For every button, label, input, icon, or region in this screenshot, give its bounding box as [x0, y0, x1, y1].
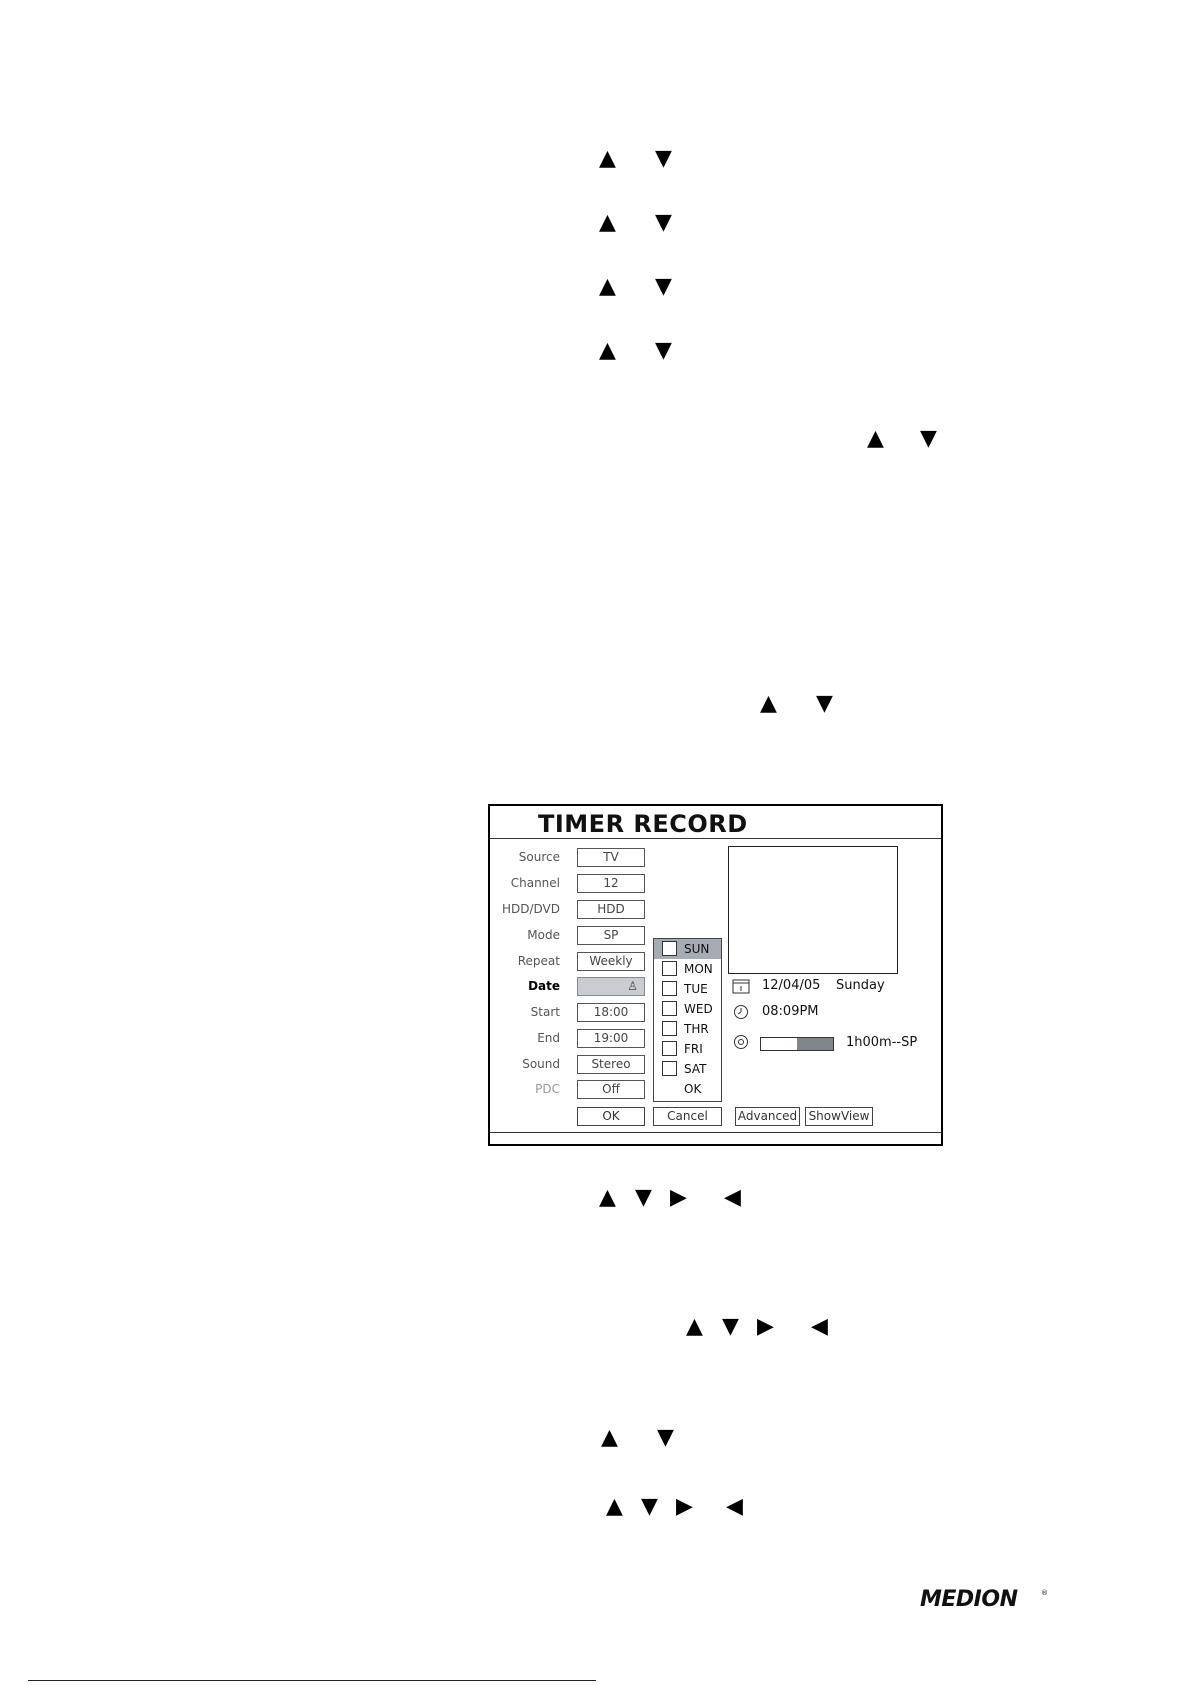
arrow-down-icon: ▼ — [657, 1425, 674, 1450]
page-title: TIMER RECORD — [538, 810, 748, 838]
day-ok-option[interactable] — [654, 1079, 721, 1099]
day-checkbox[interactable] — [662, 961, 677, 976]
arrow-down-icon: ▼ — [722, 1314, 739, 1339]
timer-record-screen — [488, 804, 943, 1146]
weekday-value: Sunday — [836, 978, 885, 993]
weekday-dropdown — [653, 938, 722, 1102]
hand-cursor-icon: ♙ — [627, 979, 638, 993]
ok-button[interactable]: OK — [577, 1107, 645, 1126]
day-checkbox[interactable] — [662, 941, 677, 956]
day-label: THR — [684, 1022, 709, 1036]
arrow-up-icon: ▲ — [599, 146, 616, 171]
day-label: SAT — [684, 1062, 707, 1076]
arrow-up-icon: ▲ — [606, 1494, 623, 1519]
field-label-pdc: PDC — [535, 1082, 560, 1096]
day-label: WED — [684, 1002, 713, 1016]
capacity-bar-fill — [797, 1038, 833, 1050]
day-option-fri[interactable] — [654, 1039, 721, 1059]
day-option-sun[interactable] — [654, 939, 721, 959]
day-label: TUE — [684, 982, 708, 996]
showview-button[interactable]: ShowView — [805, 1107, 873, 1126]
footer-divider — [28, 1680, 596, 1681]
capacity-value: 1h00m--SP — [846, 1035, 918, 1050]
arrow-right-icon: ▶ — [670, 1185, 687, 1210]
arrow-down-icon: ▼ — [920, 426, 937, 451]
advanced-button[interactable]: Advanced — [735, 1107, 800, 1126]
day-label: SUN — [684, 942, 710, 956]
day-ok-label: OK — [684, 1082, 702, 1096]
registered-mark: ® — [1041, 1589, 1048, 1597]
source-field[interactable]: TV — [577, 848, 645, 867]
date-field[interactable] — [577, 977, 645, 996]
arrow-up-icon: ▲ — [601, 1425, 618, 1450]
video-preview — [728, 846, 898, 974]
pdc-field[interactable]: Off — [577, 1080, 645, 1099]
calendar-icon — [732, 978, 750, 994]
field-label-end: End — [537, 1031, 560, 1045]
arrow-up-icon: ▲ — [599, 338, 616, 363]
field-label-repeat: Repeat — [517, 954, 560, 968]
mode-field[interactable]: SP — [577, 926, 645, 945]
day-option-thr[interactable] — [654, 1019, 721, 1039]
medion-logo: MEDION — [920, 1587, 1018, 1612]
day-label: FRI — [684, 1042, 703, 1056]
repeat-field[interactable]: Weekly — [577, 952, 645, 971]
arrow-down-icon: ▼ — [655, 210, 672, 235]
day-checkbox[interactable] — [662, 981, 677, 996]
arrow-down-icon: ▼ — [635, 1185, 652, 1210]
day-checkbox[interactable] — [662, 1061, 677, 1076]
bottom-divider — [490, 1132, 941, 1133]
arrow-up-icon: ▲ — [599, 1185, 616, 1210]
arrow-left-icon: ◀ — [811, 1314, 828, 1339]
arrow-left-icon: ◀ — [724, 1185, 741, 1210]
channel-field[interactable]: 12 — [577, 874, 645, 893]
start-time-field[interactable]: 18:00 — [577, 1003, 645, 1022]
disc-icon — [732, 1034, 750, 1050]
day-option-tue[interactable] — [654, 979, 721, 999]
capacity-bar — [760, 1037, 834, 1051]
day-label: MON — [684, 962, 713, 976]
arrow-right-icon: ▶ — [757, 1314, 774, 1339]
arrow-up-icon: ▲ — [599, 274, 616, 299]
arrow-up-icon: ▲ — [867, 426, 884, 451]
day-option-sat[interactable] — [654, 1059, 721, 1079]
field-label-mode: Mode — [527, 928, 560, 942]
date-info-row — [732, 978, 892, 996]
arrow-up-icon: ▲ — [686, 1314, 703, 1339]
field-label-date: Date — [528, 979, 560, 993]
field-label-source: Source — [518, 850, 560, 864]
arrow-left-icon: ◀ — [726, 1494, 743, 1519]
day-option-wed[interactable] — [654, 999, 721, 1019]
arrow-down-icon: ▼ — [641, 1494, 658, 1519]
end-time-field[interactable]: 19:00 — [577, 1029, 645, 1048]
field-label-channel: Channel — [510, 876, 560, 890]
arrow-down-icon: ▼ — [816, 691, 833, 716]
field-label-start: Start — [530, 1005, 560, 1019]
date-value: 12/04/05 — [762, 978, 821, 993]
day-checkbox[interactable] — [662, 1001, 677, 1016]
sound-field[interactable]: Stereo — [577, 1055, 645, 1074]
arrow-down-icon: ▼ — [655, 338, 672, 363]
arrow-up-icon: ▲ — [599, 210, 616, 235]
time-value: 08:09PM — [762, 1004, 819, 1019]
cancel-button[interactable]: Cancel — [653, 1107, 722, 1126]
arrow-down-icon: ▼ — [655, 146, 672, 171]
title-divider — [490, 838, 941, 839]
arrow-up-icon: ▲ — [760, 691, 777, 716]
day-option-mon[interactable] — [654, 959, 721, 979]
field-label-sound: Sound — [522, 1057, 560, 1071]
day-checkbox[interactable] — [662, 1021, 677, 1036]
arrow-down-icon: ▼ — [655, 274, 672, 299]
clock-icon — [732, 1004, 750, 1020]
time-info-row — [732, 1004, 892, 1022]
field-label-hdd-dvd: HDD/DVD — [501, 902, 560, 916]
arrow-right-icon: ▶ — [676, 1494, 693, 1519]
day-checkbox[interactable] — [662, 1041, 677, 1056]
hdd-dvd-field[interactable]: HDD — [577, 900, 645, 919]
